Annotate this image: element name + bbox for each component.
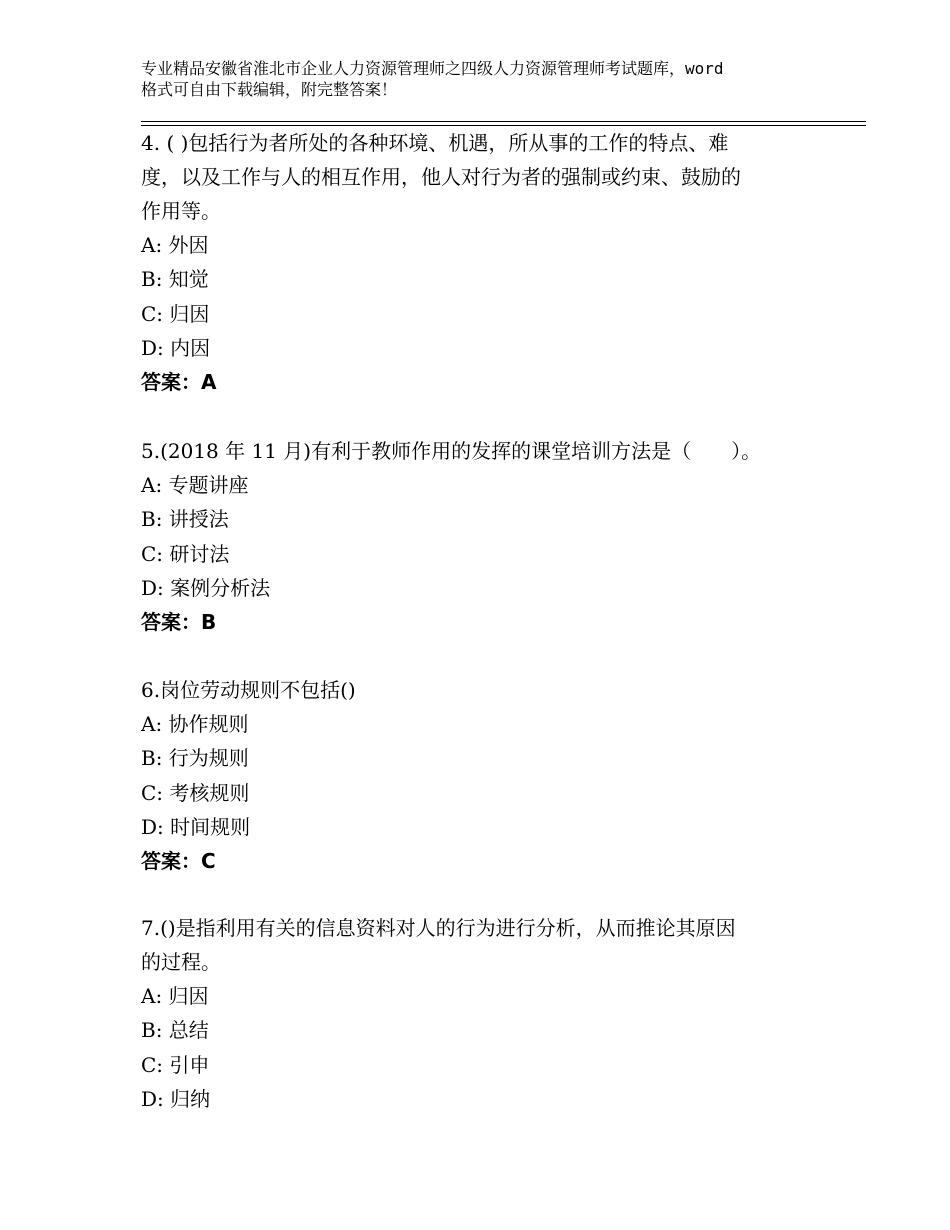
question-stem [141, 126, 831, 228]
stem-line: 的过程。 [141, 950, 221, 974]
option-c: C: 引申 [141, 1052, 210, 1077]
option-b: B: 总结 [141, 1018, 209, 1043]
option-a: A: 协作规则 [141, 712, 249, 736]
question-6 [141, 673, 831, 878]
option-c: C: 归因 [141, 301, 210, 326]
option-d: D: 时间规则 [141, 814, 251, 839]
question-5 [141, 434, 831, 639]
answer-label: 答案：A [141, 370, 217, 395]
question-stem [141, 434, 831, 468]
answer-label: 答案：B [141, 610, 217, 635]
stem-line: 5.(2018 年 11 月)有利于教师作用的发挥的课堂培训方法是（ ）。 [141, 439, 762, 463]
option-b: B: 行为规则 [141, 746, 249, 771]
option-c: C: 考核规则 [141, 780, 250, 805]
answer-label: 答案：C [141, 849, 216, 874]
stem-line: 7.()是指利用有关的信息资料对人的行为进行分析，从而推论其原因 [141, 916, 736, 940]
option-a: A: 专题讲座 [141, 473, 249, 497]
stem-line: 度，以及工作与人的相互作用，他人对行为者的强制或约束、鼓励的 [141, 165, 741, 189]
document-header [141, 58, 831, 100]
option-b: B: 讲授法 [141, 507, 229, 532]
question-7 [141, 911, 831, 1116]
header-divider-top [141, 121, 866, 122]
option-d: D: 归纳 [141, 1086, 211, 1111]
option-b: B: 知觉 [141, 267, 209, 292]
header-line-2: 格式可自由下载编辑，附完整答案！ [141, 80, 398, 99]
option-a: A: 外因 [141, 233, 209, 257]
option-c: C: 研讨法 [141, 541, 230, 566]
question-stem [141, 673, 831, 707]
option-d: D: 内因 [141, 335, 211, 360]
stem-line: 6.岗位劳动规则不包括() [141, 678, 356, 702]
stem-line: 4. ( )包括行为者所处的各种环境、机遇，所从事的工作的特点、难 [141, 131, 729, 155]
option-d: D: 案例分析法 [141, 575, 271, 600]
option-a: A: 归因 [141, 984, 209, 1008]
question-stem [141, 911, 831, 979]
question-4 [141, 126, 831, 399]
stem-line: 作用等。 [141, 199, 221, 223]
header-line-1: 专业精品安徽省淮北市企业人力资源管理师之四级人力资源管理师考试题库，word [141, 59, 724, 78]
